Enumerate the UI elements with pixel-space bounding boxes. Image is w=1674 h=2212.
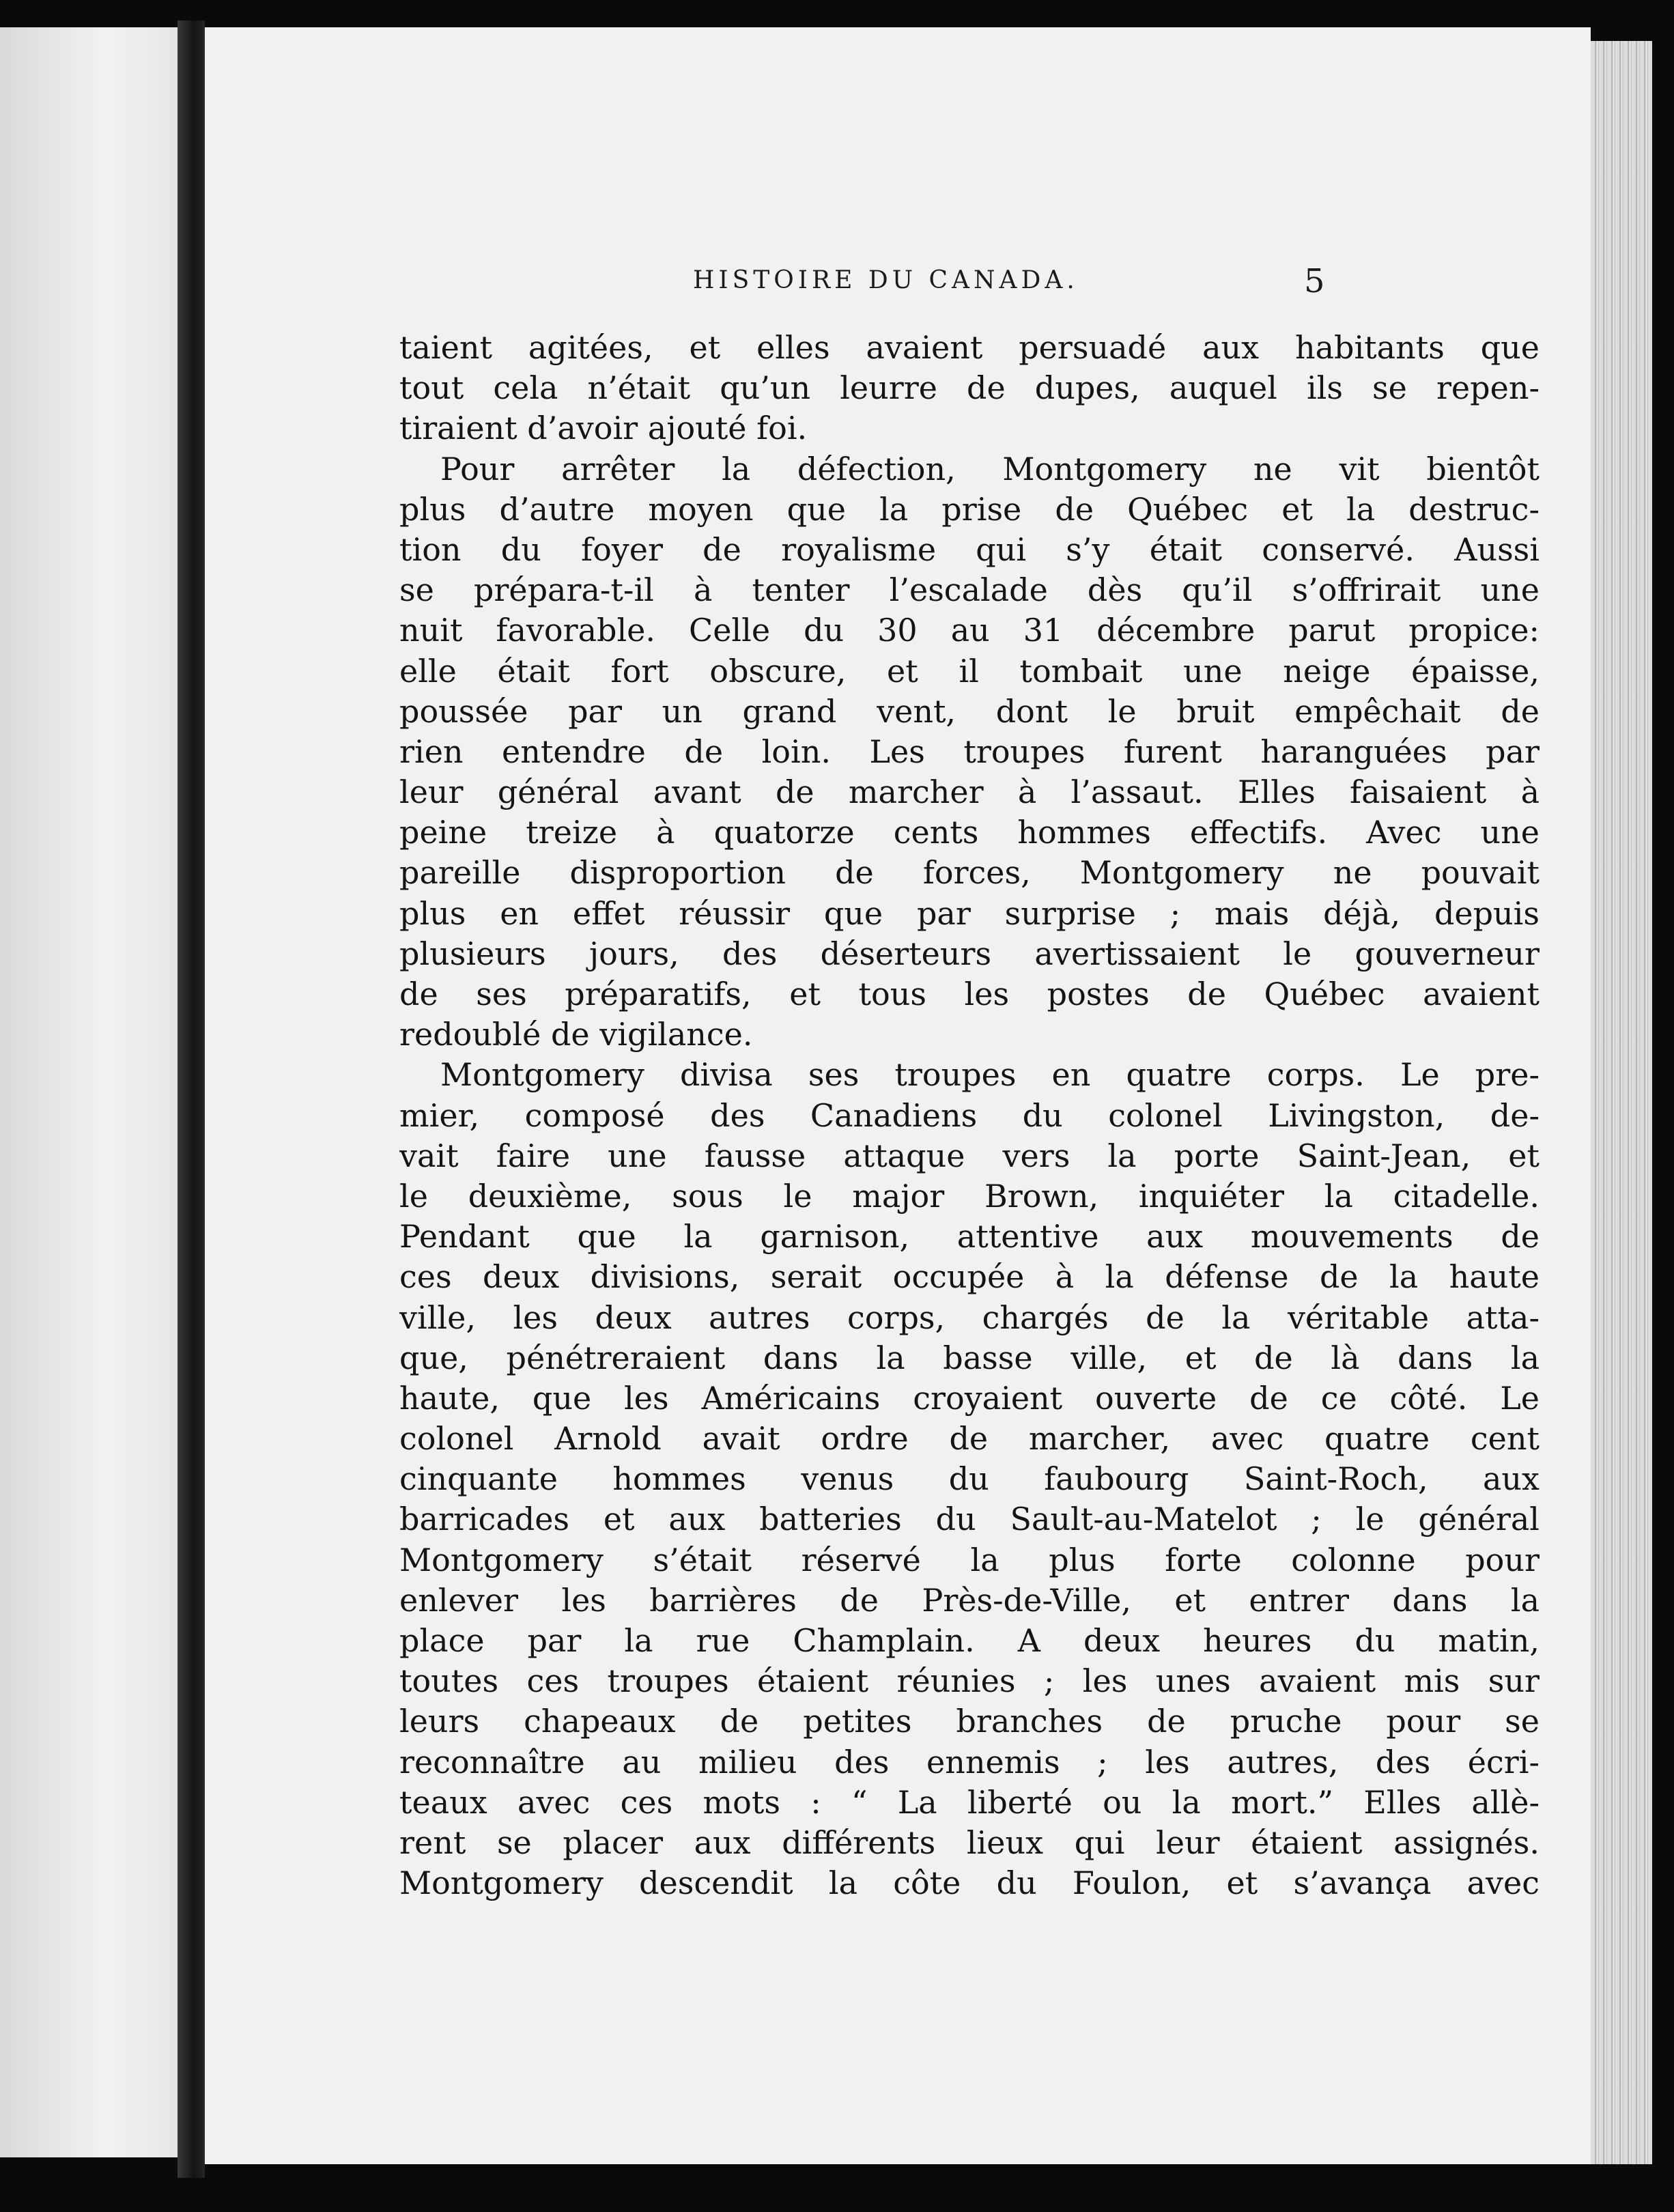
text-line: Montgomery descendit la côte du Foulon, et s’avança avec	[399, 1864, 1540, 1902]
text-line: plus en effet réussir que par surprise ; mais déjà, depuis	[399, 894, 1540, 932]
body-text	[399, 328, 1540, 1903]
text-line: tout cela n’était qu’un leurre de dupes, auquel ils se repen-	[399, 369, 1540, 407]
text-line: le deuxième, sous le major Brown, inquiéter la citadelle.	[399, 1177, 1540, 1215]
text-line: se prépara-t-il à tenter l’escalade dès qu’il s’offrirait une	[399, 571, 1540, 609]
text-line: Pour arrêter la défection, Montgomery ne vit bientôt	[440, 450, 1540, 487]
text-line: pareille disproportion de forces, Montgomery ne pouvait	[399, 854, 1540, 892]
text-line: poussée par un grand vent, dont le bruit empêchait de	[399, 692, 1540, 730]
text-line: enlever les barrières de Près-de-Ville, et entrer dans la	[399, 1581, 1540, 1619]
facing-page-edge	[0, 27, 178, 2157]
text-line: plusieurs jours, des déserteurs avertissaient le gouverneur	[399, 935, 1540, 972]
text-line: nuit favorable. Celle du 30 au 31 décembre parut propice:	[399, 612, 1540, 649]
page-number: 5	[1304, 262, 1325, 300]
page-edges	[1591, 41, 1652, 2164]
text-line: leurs chapeaux de petites branches de pruche pour se	[399, 1703, 1540, 1740]
book-page	[205, 27, 1591, 2164]
text-line: peine treize à quatorze cents hommes effectifs. Avec une	[399, 814, 1540, 851]
text-line: de ses préparatifs, et tous les postes de Québec avaient	[399, 976, 1540, 1012]
text-line: leur général avant de marcher à l’assaut. Elles faisaient à	[399, 774, 1540, 811]
text-line: elle était fort obscure, et il tombait une neige épaisse,	[399, 652, 1540, 690]
text-line: Pendant que la garnison, attentive aux mouvements de	[399, 1218, 1540, 1256]
text-line: ville, les deux autres corps, chargés de la véritable atta-	[399, 1299, 1540, 1336]
text-line: haute, que les Américains croyaient ouverte de ce côté. Le	[399, 1379, 1540, 1417]
text-line: colonel Arnold avait ordre de marcher, avec quatre cent	[399, 1420, 1540, 1458]
text-line: mier, composé des Canadiens du colonel Livingston, de-	[399, 1096, 1540, 1134]
text-line: que, pénétreraient dans la basse ville, et de là dans la	[399, 1339, 1540, 1376]
text-line: cinquante hommes venus du faubourg Saint-Roch, aux	[399, 1460, 1540, 1498]
text-line: taient agitées, et elles avaient persuadé aux habitants que	[399, 329, 1540, 366]
text-line: vait faire une fausse attaque vers la porte Saint-Jean, et	[399, 1137, 1540, 1174]
text-line: place par la rue Champlain. A deux heures du matin,	[399, 1622, 1540, 1659]
text-line: toutes ces troupes étaient réunies ; les unes avaient mis sur	[399, 1662, 1540, 1700]
text-line: rent se placer aux différents lieux qui leur étaient assignés.	[399, 1824, 1540, 1861]
text-line: rien entendre de loin. Les troupes furent haranguées par	[399, 733, 1540, 770]
text-line: tion du foyer de royalisme qui s’y était conservé. Aussi	[399, 530, 1540, 568]
text-line: reconnaître au milieu des ennemis ; les autres, des écri-	[399, 1743, 1540, 1781]
text-line: teaux avec ces mots : “ La liberté ou la mort.” Elles allè-	[399, 1783, 1540, 1821]
running-head	[205, 262, 1591, 307]
text-line: tiraient d’avoir ajouté foi.	[399, 410, 808, 447]
running-head-title: HISTOIRE DU CANADA.	[693, 266, 1079, 294]
text-line: ces deux divisions, serait occupée à la défense de la haute	[399, 1258, 1540, 1296]
text-line: plus d’autre moyen que la prise de Québec et la destruc-	[399, 490, 1540, 528]
text-line: barricades et aux batteries du Sault-au-Matelot ; le général	[399, 1501, 1540, 1538]
book-gutter	[178, 20, 205, 2178]
text-line: redoublé de vigilance.	[399, 1016, 753, 1053]
text-line: Montgomery divisa ses troupes en quatre corps. Le pre-	[440, 1056, 1540, 1094]
text-line: Montgomery s’était réservé la plus forte colonne pour	[399, 1541, 1540, 1578]
